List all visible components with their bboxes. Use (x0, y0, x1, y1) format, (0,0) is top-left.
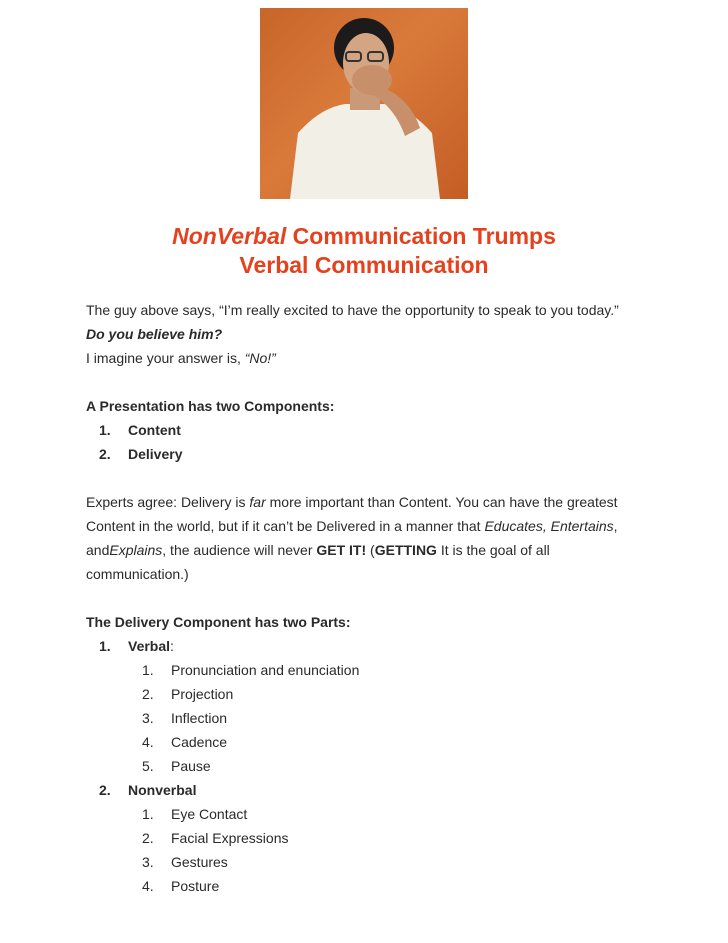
nonverbal-item (86, 850, 646, 874)
component-item (86, 442, 646, 466)
item-label: Pronunciation and enunciation (171, 662, 360, 678)
experts-text: more important than Content. You can have the greatest Content in the world, but if it can’t be Delivered in a manner that (86, 494, 618, 534)
part-suffix: : (170, 638, 174, 654)
title-line-1 (0, 222, 728, 251)
document-title (0, 222, 728, 280)
item-number: 5. (142, 758, 154, 774)
verbal-item (86, 730, 646, 754)
experts-emphasis: far (249, 494, 266, 510)
item-label: Posture (171, 878, 220, 894)
title-rest: Communication Trumps (286, 223, 556, 249)
delivery-heading: The Delivery Component has two Parts: (86, 614, 351, 630)
item-label: Inflection (171, 710, 228, 726)
item-number: 3. (142, 854, 154, 870)
verbal-item (86, 706, 646, 730)
experts-text: , and (86, 518, 618, 558)
experts-text: , the audience will never (162, 542, 317, 558)
item-number: 3. (142, 710, 154, 726)
intro-quote: The guy above says, “I’m really excited to have the opportunity to speak to you today.” (86, 302, 619, 318)
header-photo (260, 8, 468, 199)
experts-strong: GETTING (374, 542, 437, 558)
components-heading: A Presentation has two Components: (86, 398, 335, 414)
intro-answer-emphasis: “No!” (244, 350, 276, 366)
delivery-part-verbal (86, 634, 646, 658)
item-label: Cadence (171, 734, 228, 750)
experts-text: Experts agree: Delivery is (86, 494, 250, 510)
part-label: Verbal (128, 638, 171, 654)
verbal-item (86, 658, 646, 682)
item-label: Facial Expressions (171, 830, 289, 846)
document-body (86, 298, 646, 898)
intro-answer-prefix: I imagine your answer is, (86, 350, 245, 366)
item-label: Eye Contact (171, 806, 248, 822)
experts-strong: GET IT! (316, 542, 367, 558)
item-number: 1. (142, 806, 154, 822)
title-emphasis: NonVerbal (172, 223, 287, 249)
item-label: Projection (171, 686, 234, 702)
nonverbal-item (86, 802, 646, 826)
part-label: Nonverbal (128, 782, 197, 798)
verbal-item (86, 682, 646, 706)
experts-emphasis: Explains (109, 542, 163, 558)
component-label: Content (128, 422, 181, 438)
item-number: 2. (142, 830, 154, 846)
item-number: 4. (142, 878, 154, 894)
experts-text: ( (366, 542, 375, 558)
experts-emphasis: Educates, Entertains (484, 518, 614, 534)
intro-answer (86, 346, 646, 370)
man-covering-mouth-illustration (260, 8, 468, 199)
verbal-item (86, 754, 646, 778)
item-number: 2. (142, 686, 154, 702)
title-line-2: Verbal Communication (239, 252, 489, 278)
experts-paragraph (86, 490, 646, 586)
nonverbal-item (86, 874, 646, 898)
delivery-part-nonverbal (86, 778, 646, 802)
part-number: 1. (99, 638, 111, 654)
item-number: 1. (142, 662, 154, 678)
intro-question: Do you believe him? (86, 326, 223, 342)
component-number: 2. (99, 446, 111, 462)
component-number: 1. (99, 422, 111, 438)
part-number: 2. (99, 782, 111, 798)
item-label: Pause (171, 758, 211, 774)
component-item (86, 418, 646, 442)
nonverbal-item (86, 826, 646, 850)
component-label: Delivery (128, 446, 183, 462)
item-label: Gestures (171, 854, 228, 870)
item-number: 4. (142, 734, 154, 750)
experts-text: It is the goal of all communication.) (86, 542, 550, 582)
